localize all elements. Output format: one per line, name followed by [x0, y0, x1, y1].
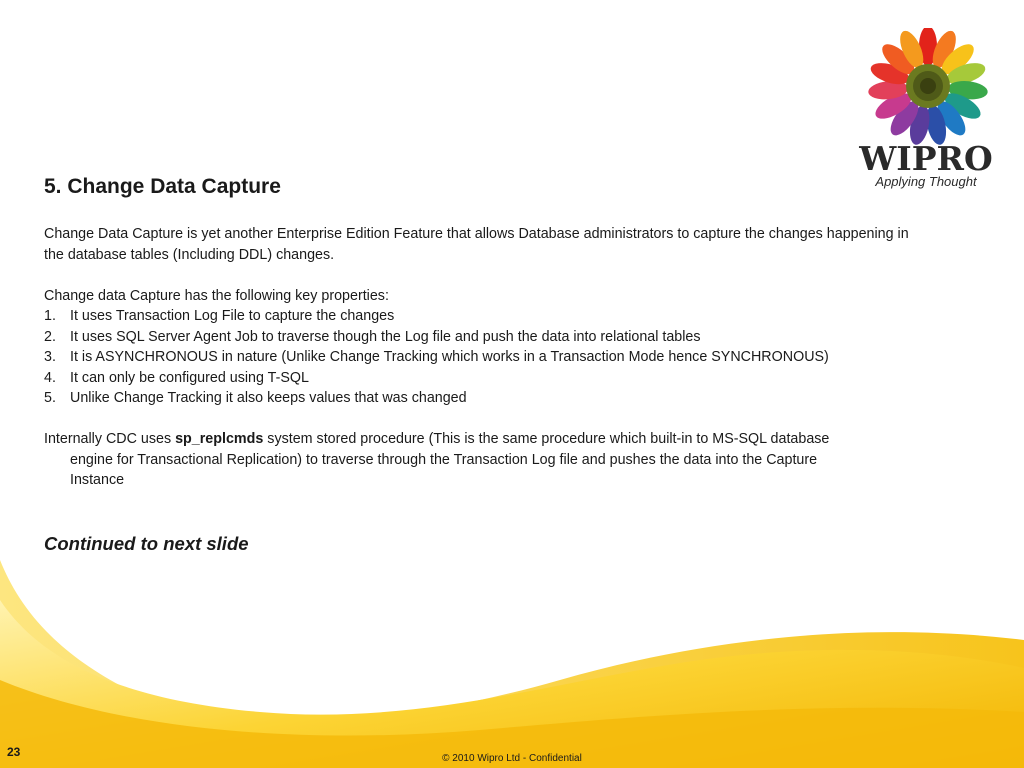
list-item: 4. It can only be configured using T-SQL: [44, 369, 309, 386]
continued-note: Continued to next slide: [44, 533, 249, 554]
properties-list: [44, 306, 829, 409]
list-item: 5. Unlike Change Tracking it also keeps values that was changed: [44, 390, 467, 406]
stored-procedure-name: sp_replcmds: [175, 431, 264, 447]
internal-line3: Instance: [70, 472, 125, 488]
list-item: 3. It is ASYNCHRONOUS in nature (Unlike Change Tracking which works in a Transaction Mode hence SYNCHRONOUS): [44, 349, 829, 365]
internal-paragraph: [44, 429, 924, 491]
intro-paragraph: Change Data Capture is yet another Enterprise Edition Feature that allows Database administrators to capture the changes happening in the database tables (Including DDL) changes.: [44, 226, 909, 263]
wipro-logo: [852, 28, 1000, 193]
sunflower-icon: [852, 28, 1000, 146]
internal-line2: engine for Transactional Replication) to traverse through the Transaction Log file and pushes the data into the Capture: [70, 451, 818, 468]
logo-brand: WIPRO: [859, 139, 993, 178]
internal-prefix: Internally CDC uses: [44, 431, 176, 447]
properties-heading: Change data Capture has the following key properties:: [44, 288, 389, 304]
list-item: 2. It uses SQL Server Agent Job to traverse though the Log file and push the data into relational tables: [44, 328, 701, 345]
footer-copyright: © 2010 Wipro Ltd - Confidential: [442, 753, 582, 764]
slide-title: 5. Change Data Capture: [44, 175, 281, 198]
list-item: 1. It uses Transaction Log File to capture the changes: [44, 308, 395, 324]
logo-tagline: Applying Thought: [875, 174, 977, 189]
slide-number: 23: [7, 745, 21, 759]
internal-line1-suffix: system stored procedure (This is the same procedure which built-in to MS-SQL database: [263, 431, 830, 447]
